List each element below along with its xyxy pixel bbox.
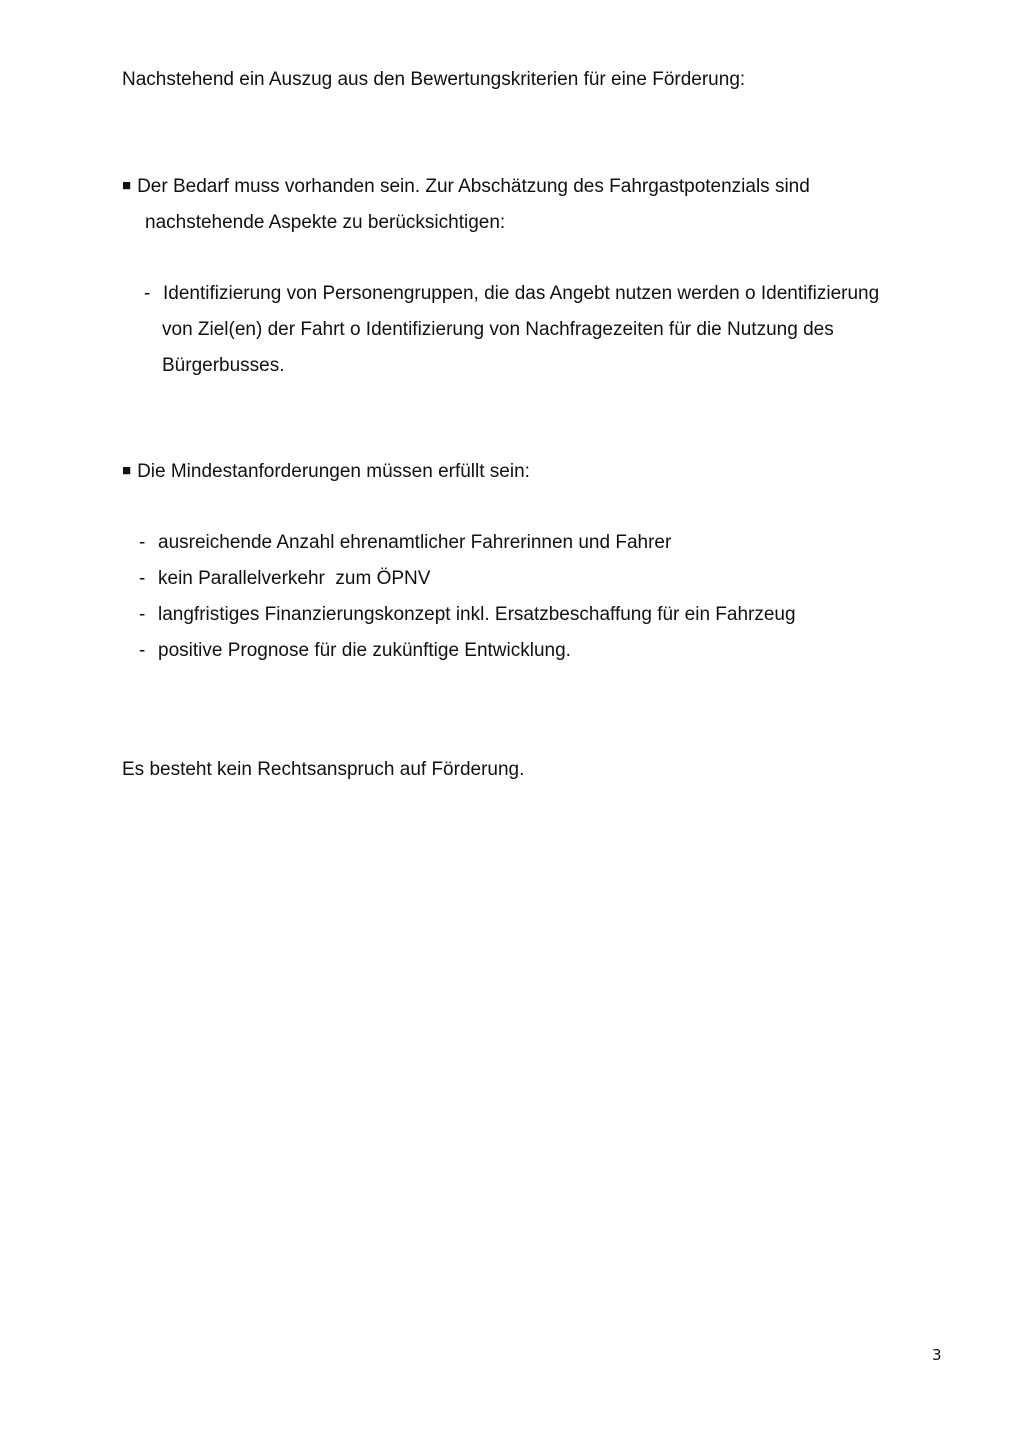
criterion-need-text: Der Bedarf muss vorhanden sein. Zur Abschätzung des Fahrgastpotenzials sind <box>137 176 810 197</box>
square-bullet-icon: ■ <box>122 177 132 194</box>
dash-marker: - <box>139 640 146 661</box>
dash-marker: - <box>139 604 146 625</box>
list-item-text: kein Parallelverkehr zum ÖPNV <box>158 568 431 589</box>
minimum-heading-text: Die Mindestanforderungen müssen erfüllt sein: <box>137 461 530 482</box>
list-item-text: ausreichende Anzahl ehrenamtlicher Fahrerinnen und Fahrer <box>158 532 672 553</box>
criterion-need-line1 <box>122 177 810 196</box>
list-item <box>139 641 571 660</box>
list-item-text: langfristiges Finanzierungskonzept inkl. Ersatzbeschaffung für ein Fahrzeug <box>158 604 796 625</box>
intro-text: Nachstehend ein Auszug aus den Bewertungskriterien für eine Förderung: <box>122 69 746 90</box>
list-item-text: positive Prognose für die zukünftige Entwicklung. <box>158 640 571 661</box>
need-aspects-line3: Bürgerbusses. <box>162 355 285 376</box>
criterion-need-line2: nachstehende Aspekte zu berücksichtigen: <box>145 212 506 233</box>
closing-statement: Es besteht kein Rechtsanspruch auf Förderung. <box>122 759 525 780</box>
criterion-minimum-heading <box>122 462 530 481</box>
need-aspects-text: Identifizierung von Personengruppen, die das Angebt nutzen werden o Identifizierung <box>163 283 880 304</box>
page-number: 3 <box>932 1346 942 1364</box>
list-item <box>139 533 671 552</box>
need-aspects-line2: von Ziel(en) der Fahrt o Identifizierung von Nachfragezeiten für die Nutzung des <box>162 319 834 340</box>
list-item <box>139 569 430 588</box>
dash-marker: - <box>139 568 146 589</box>
square-bullet-icon: ■ <box>122 462 132 479</box>
need-aspects-line1 <box>144 284 879 303</box>
list-item <box>139 605 796 624</box>
dash-marker: - <box>139 532 146 553</box>
dash-marker: - <box>144 283 151 304</box>
